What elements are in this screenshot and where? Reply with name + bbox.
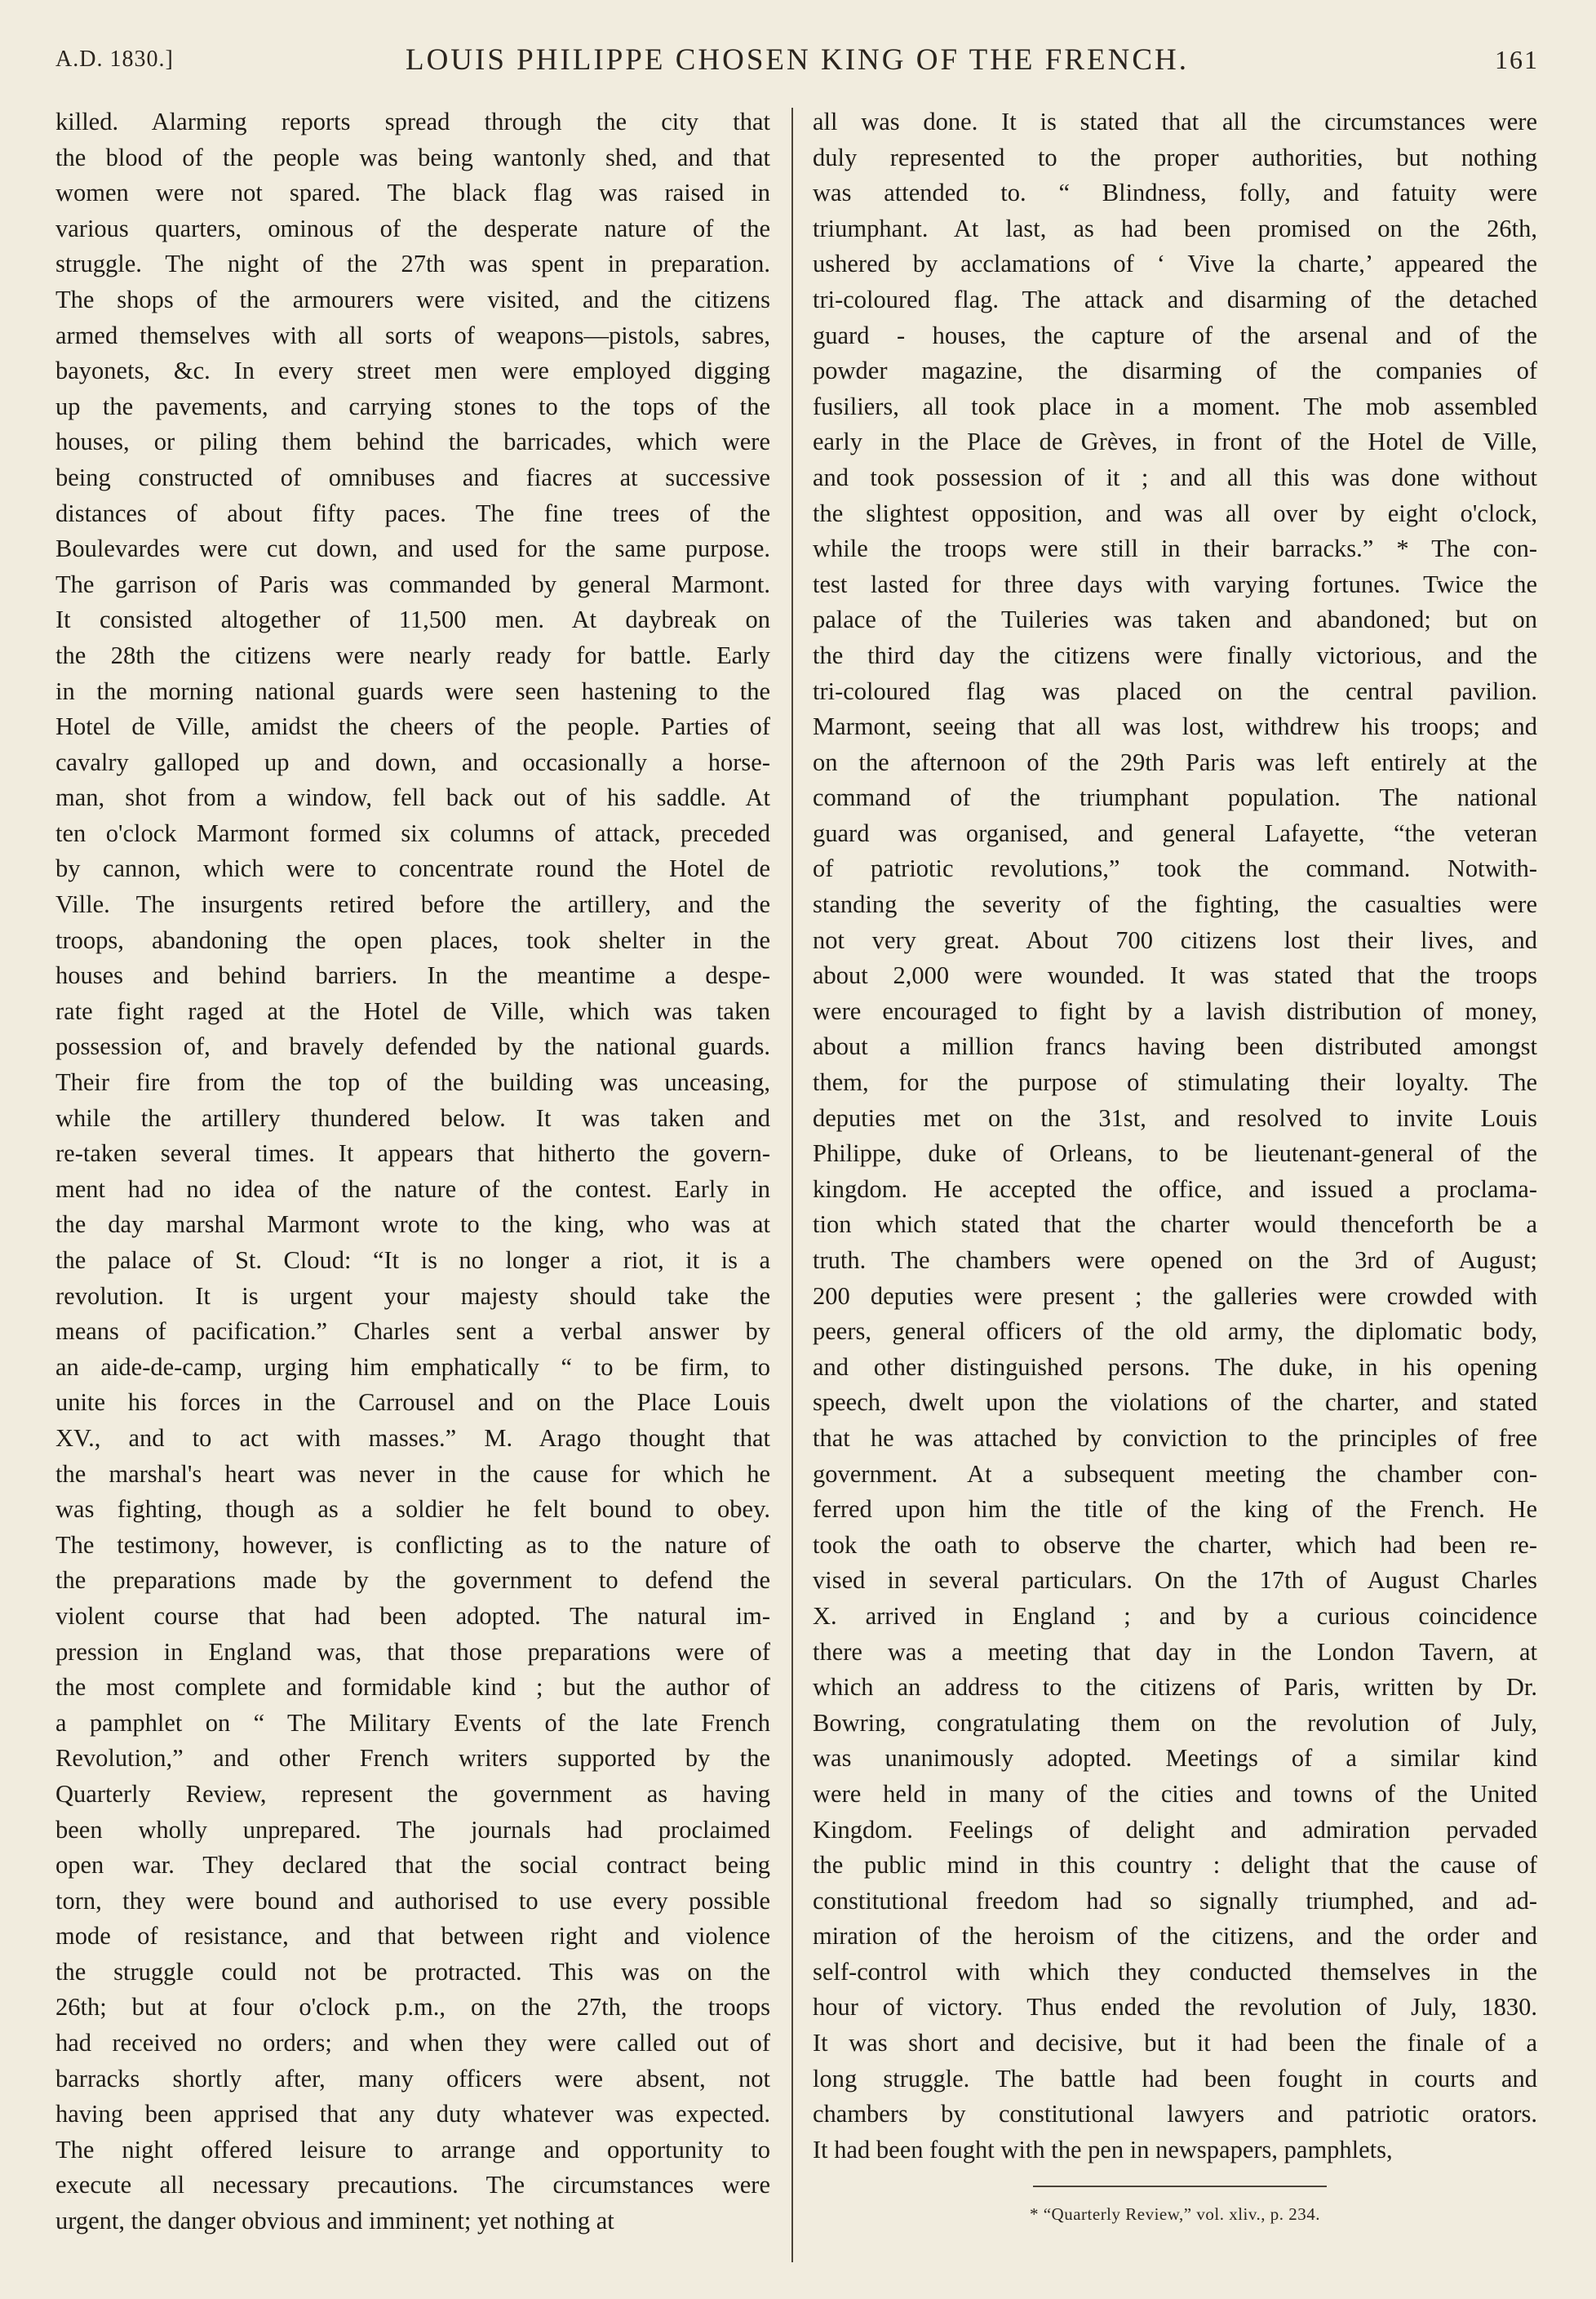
text-line: 200 deputies were present ; the galleries were crowded with [813,1281,1537,1310]
text-line: about 2,000 were wounded. It was stated that the troops [813,961,1537,990]
text-line: the preparations made by the government to defend the [55,1566,770,1595]
text-line: struggle. The night of the 27th was spent in preparation. [55,250,770,278]
text-line: The garrison of Paris was commanded by general Marmont. [55,570,770,598]
text-line: urgent, the danger obvious and imminent; yet nothing at [55,2207,614,2235]
text-line: there was a meeting that day in the London Tavern, at [813,1637,1537,1666]
text-line: re-taken several times. It appears that hitherto the govern- [55,1139,770,1168]
text-line: government. At a subsequent meeting the chamber con- [813,1459,1537,1488]
text-line: was unanimously adopted. Meetings of a similar kind [813,1744,1537,1773]
text-line: various quarters, ominous of the desperate nature of the [55,214,770,242]
text-line: long struggle. The battle had been fought in courts and [813,2064,1537,2093]
text-line: being constructed of omnibuses and fiacres at successive [55,463,770,491]
text-line: rate fight raged at the Hotel de Ville, which was taken [55,996,770,1025]
text-line: Bowring, congratulating them on the revolution of July, [813,1708,1537,1737]
page-number: 161 [1495,44,1539,74]
text-line: tri-coloured flag was placed on the central pavilion. [813,677,1537,705]
text-line: torn, they were bound and authorised to use every possible [55,1886,770,1915]
text-line: chambers by constitutional lawyers and patriotic orators. [813,2100,1537,2128]
text-line: while the troops were still in their barracks.” * The con- [813,535,1537,563]
text-line: killed. Alarming reports spread through the city that [55,108,770,135]
right-column-text [813,104,1537,2168]
text-line: in the morning national guards were seen hastening to the [55,677,770,705]
text-line: The night offered leisure to arrange and opportunity to [55,2135,770,2164]
text-line: vised in several particulars. On the 17th of August Charles [813,1566,1537,1595]
text-line: palace of the Tuileries was taken and abandoned; but on [813,606,1537,634]
text-line: of patriotic revolutions,” took the command. Notwith- [813,854,1537,883]
text-line: the public mind in this country : delight that the cause of [813,1851,1537,1880]
text-line: deputies met on the 31st, and resolved to invite Louis [813,1103,1537,1132]
text-line: standing the severity of the fighting, the casualties were [813,890,1537,919]
text-columns [55,104,1539,2262]
text-line: kingdom. He accepted the office, and issued a proclama- [813,1174,1537,1203]
text-line: powder magazine, the disarming of the companies of [813,357,1537,385]
text-line: early in the Place de Grèves, in front of the Hotel de Ville, [813,428,1537,456]
text-line: Their fire from the top of the building was unceasing, [55,1068,770,1097]
text-line: guard was organised, and general Lafayette, “the veteran [813,819,1537,847]
text-line: armed themselves with all sorts of weapons—pistols, sabres, [55,321,770,349]
text-line: while the artillery thundered below. It was taken and [55,1103,770,1132]
text-line: up the pavements, and carrying stones to the tops of the [55,392,770,420]
text-line: possession of, and bravely defended by the national guards. [55,1032,770,1061]
text-line: duly represented to the proper authorities, but nothing [813,143,1537,171]
text-line: houses, or piling them behind the barricades, which were [55,428,770,456]
text-line: the 28th the citizens were nearly ready for battle. Early [55,641,770,669]
text-line: about a million francs having been distributed amongst [813,1032,1537,1061]
text-line: which an address to the citizens of Paris, written by Dr. [813,1673,1537,1702]
text-line: tion which stated that the charter would thenceforth be a [813,1210,1537,1239]
text-line: ferred upon him the title of the king of the French. He [813,1495,1537,1524]
text-line: not very great. About 700 citizens lost their lives, and [813,925,1537,954]
text-line: guard - houses, the capture of the arsenal and of the [813,321,1537,349]
text-line: revolution. It is urgent your majesty should take the [55,1281,770,1310]
text-line: execute all necessary precautions. The circumstances were [55,2171,770,2199]
text-line: been wholly unprepared. The journals had proclaimed [55,1815,770,1844]
text-line: the day marshal Marmont wrote to the king, who was at [55,1210,770,1239]
text-line: It consisted altogether of 11,500 men. At daybreak on [55,606,770,634]
left-column [55,104,791,2262]
text-line: means of pacification.” Charles sent a verbal answer by [55,1317,770,1346]
text-line: tri-coloured flag. The attack and disarming of the detached [813,285,1537,313]
text-line: had received no orders; and when they were called out of [55,2029,770,2057]
text-line: unite his forces in the Carrousel and on the Place Louis [55,1388,770,1417]
text-line: was attended to. “ Blindness, folly, and fatuity were [813,179,1537,207]
text-line: houses and behind barriers. In the meantime a despe- [55,961,770,990]
text-line: It had been fought with the pen in newspapers, pamphlets, [813,2135,1393,2164]
text-line: the most complete and formidable kind ; but the author of [55,1673,770,1702]
text-line: bayonets, &c. In every street men were employed digging [55,357,770,385]
text-line: cavalry galloped up and down, and occasionally a horse- [55,748,770,776]
text-line: ten o'clock Marmont formed six columns of attack, preceded [55,819,770,847]
text-line: The testimony, however, is conflicting as to the nature of [55,1530,770,1559]
text-line: them, for the purpose of stimulating their loyalty. The [813,1068,1537,1097]
text-line: ushered by acclamations of ‘ Vive la charte,’ appeared the [813,250,1537,278]
text-line: and took possession of it ; and all this was done without [813,463,1537,491]
text-line: Philippe, duke of Orleans, to be lieutenant-general of the [813,1139,1537,1168]
text-line: triumphant. At last, as had been promised on the 26th, [813,214,1537,242]
text-line: all was done. It is stated that all the circumstances were [813,108,1537,135]
text-line: XV., and to act with masses.” M. Arago thought that [55,1423,770,1452]
text-line: Revolution,” and other French writers supported by the [55,1744,770,1773]
footnote-rule [1033,2186,1327,2187]
text-line: Boulevardes were cut down, and used for the same purpose. [55,535,770,563]
text-line: the struggle could not be protracted. This was on the [55,1957,770,1986]
text-line: women were not spared. The black flag was raised in [55,179,770,207]
right-column [793,104,1537,2262]
text-line: took the oath to observe the charter, which had been re- [813,1530,1537,1559]
text-line: truth. The chambers were opened on the 3rd of August; [813,1246,1537,1274]
header-date: A.D. 1830.] [55,47,174,72]
text-line: troops, abandoning the open places, took shelter in the [55,925,770,954]
footnote: * “Quarterly Review,” vol. xliv., p. 234. [1029,2204,1321,2225]
running-head [55,31,1539,88]
text-line: fusiliers, all took place in a moment. The mob assembled [813,392,1537,420]
text-line: were encouraged to fight by a lavish distribution of money, [813,996,1537,1025]
text-line: mode of resistance, and that between right and violence [55,1922,770,1951]
text-line: ment had no idea of the nature of the contest. Early in [55,1174,770,1203]
text-line: were held in many of the cities and towns of the United [813,1779,1537,1808]
text-line: Marmont, seeing that all was lost, withdrew his troops; and [813,712,1537,741]
text-line: command of the triumphant population. The national [813,783,1537,812]
text-line: pression in England was, that those preparations were of [55,1637,770,1666]
text-line: constitutional freedom had so signally triumphed, and ad- [813,1886,1537,1915]
text-line: hour of victory. Thus ended the revolution of July, 1830. [813,1993,1537,2022]
text-line: Quarterly Review, represent the government as having [55,1779,770,1808]
text-line: barracks shortly after, many officers were absent, not [55,2064,770,2093]
text-line: man, shot from a window, fell back out of his saddle. At [55,783,770,812]
text-line: the palace of St. Cloud: “It is no longer a riot, it is a [55,1246,770,1274]
text-line: the blood of the people was being wantonly shed, and that [55,143,770,171]
text-line: open war. They declared that the social contract being [55,1851,770,1880]
text-line: on the afternoon of the 29th Paris was left entirely at the [813,748,1537,776]
text-line: a pamphlet on “ The Military Events of the late French [55,1708,770,1737]
text-line: the third day the citizens were finally victorious, and the [813,641,1537,669]
text-line: speech, dwelt upon the violations of the charter, and stated [813,1388,1537,1417]
text-line: 26th; but at four o'clock p.m., on the 27th, the troops [55,1993,770,2022]
text-line: test lasted for three days with varying fortunes. Twice the [813,570,1537,598]
text-line: was fighting, though as a soldier he felt bound to obey. [55,1495,770,1524]
text-line: It was short and decisive, but it had been the finale of a [813,2029,1537,2057]
text-line: distances of about fifty paces. The fine trees of the [55,499,770,527]
text-line: the marshal's heart was never in the cause for which he [55,1459,770,1488]
text-line: violent course that had been adopted. The natural im- [55,1601,770,1630]
text-line: by cannon, which were to concentrate round the Hotel de [55,854,770,883]
text-line: Hotel de Ville, amidst the cheers of the people. Parties of [55,712,770,741]
text-line: X. arrived in England ; and by a curious coincidence [813,1601,1537,1630]
text-line: miration of the heroism of the citizens, and the order and [813,1922,1537,1951]
text-line: peers, general officers of the old army, the diplomatic body, [813,1317,1537,1346]
text-line: having been apprised that any duty whatever was expected. [55,2100,770,2128]
text-line: self-control with which they conducted themselves in the [813,1957,1537,1986]
text-line: Ville. The insurgents retired before the artillery, and the [55,890,770,919]
text-line: and other distinguished persons. The duke, in his opening [813,1352,1537,1381]
text-line: the slightest opposition, and was all over by eight o'clock, [813,499,1537,527]
page-title: LOUIS PHILIPPE CHOSEN KING OF THE FRENCH. [405,42,1190,77]
text-line: an aide-de-camp, urging him emphatically “ to be firm, to [55,1352,770,1381]
text-line: The shops of the armourers were visited, and the citizens [55,285,770,313]
text-line: that he was attached by conviction to the principles of free [813,1423,1537,1452]
text-line: Kingdom. Feelings of delight and admiration pervaded [813,1815,1537,1844]
